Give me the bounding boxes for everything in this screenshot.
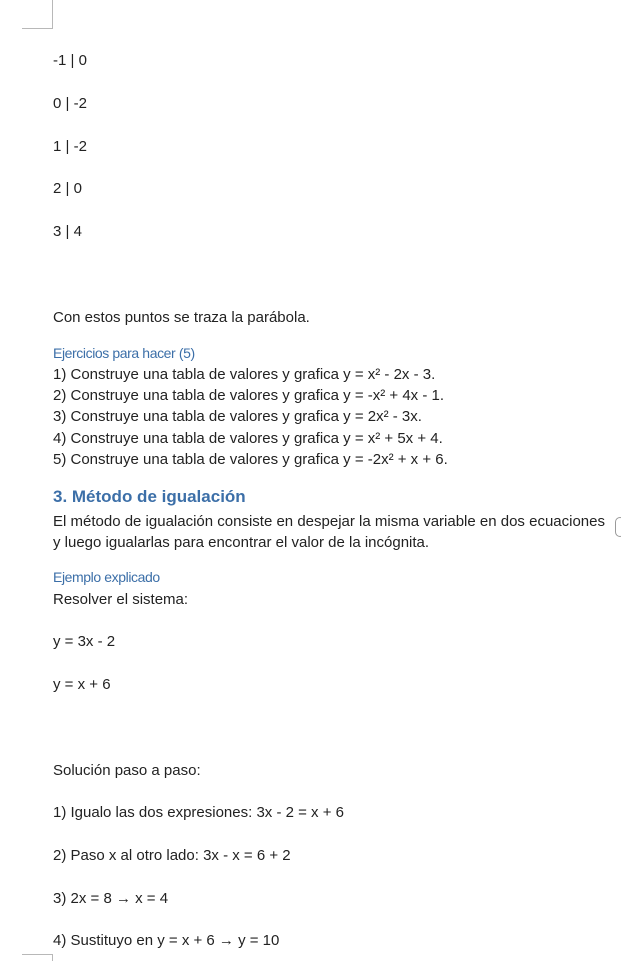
example-intro: Resolver el sistema:	[53, 591, 189, 608]
page-corner-mark-bottom	[22, 954, 53, 961]
parabola-note: Con estos puntos se traza la parábola.	[53, 309, 310, 326]
page-edge-handle	[615, 517, 621, 537]
exercise-item: 5) Construye una tabla de valores y grafica y = -2x² + x + 6.	[53, 451, 448, 468]
table-row: 0 | -2	[53, 95, 87, 112]
exercise-item: 3) Construye una tabla de valores y grafica y = 2x² - 3x.	[53, 408, 422, 425]
example-heading: Ejemplo explicado	[53, 569, 160, 585]
section-description: El método de igualación consiste en despejar la misma variable en dos ecuaciones y luego igualarlas para encontrar el valor de la incógnita.	[53, 513, 605, 551]
exercise-item: 4) Construye una tabla de valores y grafica y = x² + 5x + 4.	[53, 430, 443, 447]
solution-step: 3) 2x = 8 → x = 4	[53, 890, 169, 907]
table-row: 2 | 0	[53, 180, 82, 197]
solution-step: 1) Igualo las dos expresiones: 3x - 2 = x + 6	[53, 804, 344, 821]
exercise-item: 1) Construye una tabla de valores y grafica y = x² - 2x - 3.	[53, 366, 436, 383]
exercise-item: 2) Construye una tabla de valores y grafica y = -x² + 4x - 1.	[53, 387, 445, 404]
table-row: 3 | 4	[53, 223, 82, 240]
solution-step: 4) Sustituyo en y = x + 6 → y = 10	[53, 932, 280, 949]
page-corner-mark-top	[22, 0, 53, 29]
section-heading: 3. Método de igualación	[53, 487, 246, 506]
table-row: 1 | -2	[53, 138, 87, 155]
exercises-heading: Ejercicios para hacer (5)	[53, 345, 195, 361]
equation: y = x + 6	[53, 676, 111, 693]
equation: y = 3x - 2	[53, 633, 116, 650]
solution-step: 2) Paso x al otro lado: 3x - x = 6 + 2	[53, 847, 291, 864]
table-row: -1 | 0	[53, 52, 87, 69]
solution-heading: Solución paso a paso:	[53, 762, 201, 779]
